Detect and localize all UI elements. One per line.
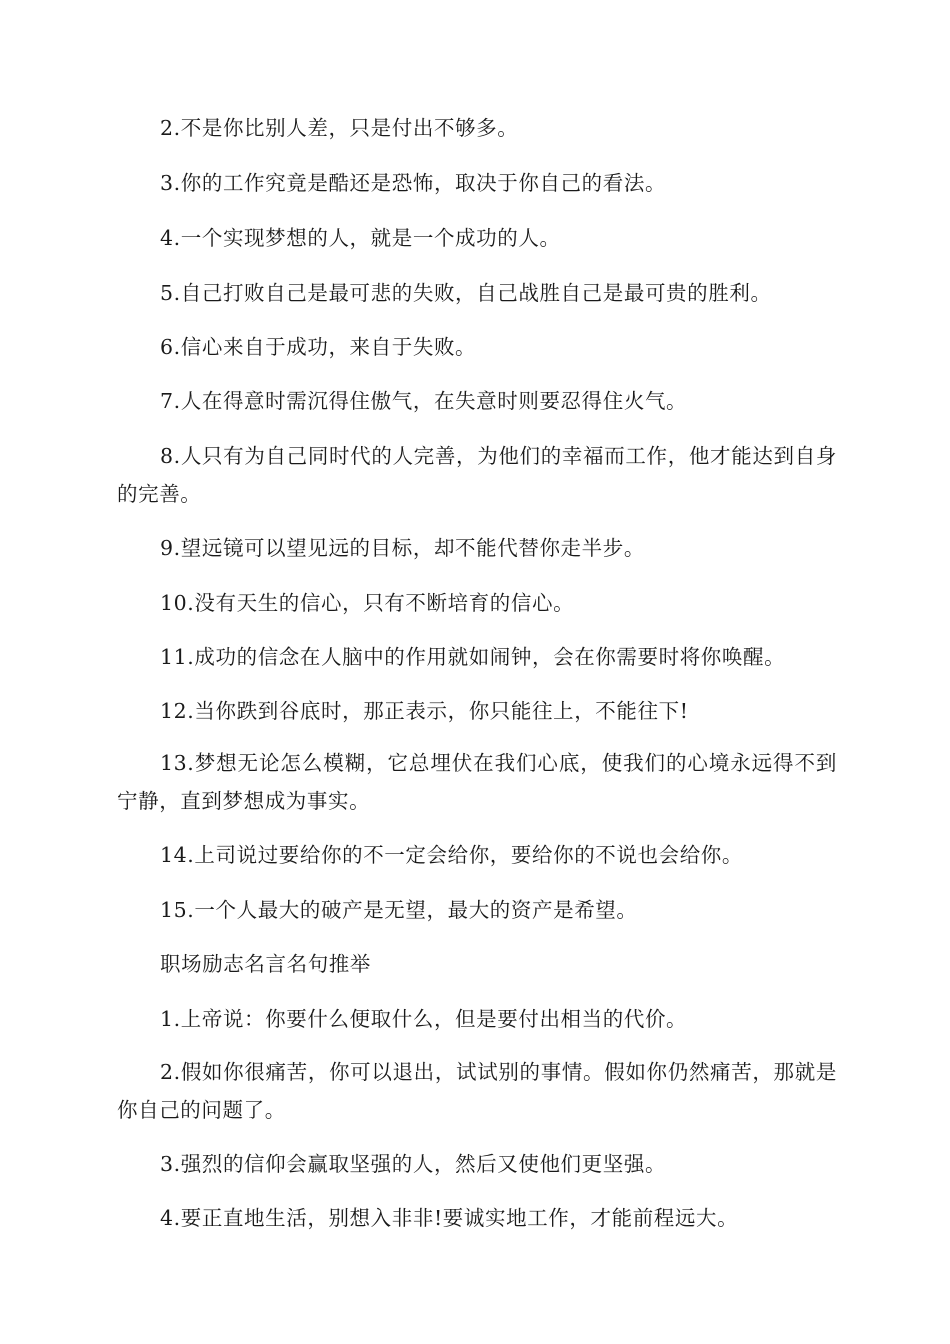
paragraph: 2.假如你很痛苦，你可以退出，试试别的事情。假如你仍然痛苦，那就是你自己的问题了。 (117, 1060, 837, 1122)
paragraph: 4.一个实现梦想的人，就是一个成功的人。 (160, 226, 561, 250)
paragraph: 5.自己打败自己是最可悲的失败，自己战胜自己是最可贵的胜利。 (160, 281, 772, 305)
paragraph: 9.望远镜可以望见远的目标，却不能代替你走半步。 (160, 536, 645, 560)
paragraph: 2.不是你比别人差，只是付出不够多。 (160, 116, 519, 140)
paragraph: 12.当你跌到谷底时，那正表示，你只能往上，不能往下! (160, 699, 689, 723)
paragraph: 3.强烈的信仰会赢取坚强的人，然后又使他们更坚强。 (160, 1152, 667, 1176)
paragraph: 8.人只有为自己同时代的人完善，为他们的幸福而工作，他才能达到自身的完善。 (117, 444, 837, 506)
paragraph: 4.要正直地生活，别想入非非!要诚实地工作，才能前程远大。 (160, 1206, 739, 1230)
paragraph: 13.梦想无论怎么模糊，它总埋伏在我们心底，使我们的心境永远得不到宁静，直到梦想成为事实。 (117, 751, 837, 813)
paragraph: 10.没有天生的信心，只有不断培育的信心。 (160, 591, 575, 615)
paragraph: 15.一个人最大的破产是无望，最大的资产是希望。 (160, 898, 638, 922)
section-heading: 职场励志名言名句推举 (160, 952, 371, 976)
paragraph: 1.上帝说：你要什么便取什么，但是要付出相当的代价。 (160, 1007, 688, 1031)
paragraph: 3.你的工作究竟是酷还是恐怖，取决于你自己的看法。 (160, 171, 667, 195)
paragraph: 14.上司说过要给你的不一定会给你，要给你的不说也会给你。 (160, 843, 743, 867)
paragraph: 11.成功的信念在人脑中的作用就如闹钟，会在你需要时将你唤醒。 (160, 645, 786, 669)
paragraph: 7.人在得意时需沉得住傲气，在失意时则要忍得住火气。 (160, 389, 688, 413)
paragraph: 6.信心来自于成功，来自于失败。 (160, 335, 477, 359)
